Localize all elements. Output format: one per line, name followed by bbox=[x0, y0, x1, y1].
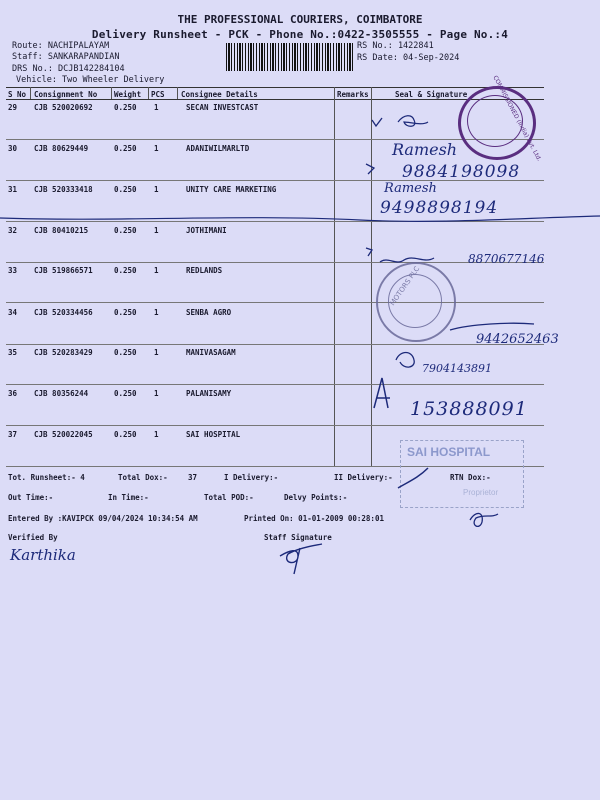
row37-tick bbox=[398, 468, 428, 488]
row-sno: 32 bbox=[8, 226, 18, 235]
row-consignee: JOTHIMANI bbox=[186, 226, 227, 235]
row-weight: 0.250 bbox=[114, 348, 137, 357]
total-dox-label: Total Dox:- bbox=[118, 473, 168, 482]
row31-name: Ramesh bbox=[384, 181, 437, 196]
row-weight: 0.250 bbox=[114, 389, 137, 398]
row-sno: 37 bbox=[8, 430, 18, 439]
i-delivery: I Delivery:- bbox=[224, 473, 279, 482]
verified-signature: Karthika bbox=[10, 546, 76, 564]
total-dox-value: 37 bbox=[188, 473, 198, 482]
row-sno: 33 bbox=[8, 266, 18, 275]
row-weight: 0.250 bbox=[114, 308, 137, 317]
rs-number: RS No.: 1422841 bbox=[357, 41, 434, 51]
printed-on: Printed On: 01-01-2009 00:28:01 bbox=[244, 514, 384, 523]
row35-phone: 7904143891 bbox=[422, 362, 492, 375]
row-consignment: CJB 80410215 bbox=[34, 226, 89, 235]
row-pcs: 1 bbox=[154, 308, 159, 317]
row-consignee: PALANISAMY bbox=[186, 389, 232, 398]
motors-seal-stamp: MOTORS PLC bbox=[376, 262, 456, 342]
row-sno: 34 bbox=[8, 308, 18, 317]
row-weight: 0.250 bbox=[114, 103, 137, 112]
verified-by: Verified By bbox=[8, 533, 58, 542]
delvy-points: Delvy Points:- bbox=[284, 493, 348, 502]
row35-signature bbox=[396, 353, 414, 368]
col-weight: Weight bbox=[114, 90, 142, 99]
company-name: THE PROFESSIONAL COURIERS, COIMBATORE bbox=[177, 13, 423, 26]
row-sno: 29 bbox=[8, 103, 18, 112]
drs-number: DRS No.: DCJB142284104 bbox=[12, 64, 125, 74]
row-consignment: CJB 520334456 bbox=[34, 308, 93, 317]
entered-by: Entered By :KAVIPCK 09/04/2024 10:34:54 AM bbox=[8, 514, 198, 523]
row-pcs: 1 bbox=[154, 226, 159, 235]
row-consignment: CJB 80356244 bbox=[34, 389, 89, 398]
col-pcs: PCS bbox=[151, 90, 165, 99]
row-consignment: CJB 520022045 bbox=[34, 430, 93, 439]
row-consignee: MANIVASAGAM bbox=[186, 348, 236, 357]
row-consignee: SAI HOSPITAL bbox=[186, 430, 241, 439]
strike-line bbox=[0, 216, 600, 221]
col-sno: S No bbox=[8, 90, 27, 99]
row33-phone: 8870677146 bbox=[468, 252, 545, 266]
col-remarks: Remarks bbox=[337, 90, 369, 99]
row31-phone: 9498898194 bbox=[380, 198, 499, 218]
col-consignee: Consignee Details bbox=[181, 90, 258, 99]
row-sno: 31 bbox=[8, 185, 18, 194]
ii-delivery: II Delivery:- bbox=[334, 473, 393, 482]
col-consignment: Consignment No bbox=[34, 90, 98, 99]
staff: Staff: SANKARAPANDIAN bbox=[12, 52, 120, 62]
row29-signature bbox=[398, 116, 428, 127]
rtn-dox: RTN Dox:- bbox=[450, 473, 491, 482]
row-pcs: 1 bbox=[154, 389, 159, 398]
route: Route: NACHIPALAYAM bbox=[12, 41, 110, 51]
row-pcs: 1 bbox=[154, 430, 159, 439]
row-consignment: CJB 520020692 bbox=[34, 103, 93, 112]
row-weight: 0.250 bbox=[114, 266, 137, 275]
sai-hospital-stamp: SAI HOSPITAL Proprietor bbox=[400, 440, 524, 508]
row-pcs: 1 bbox=[154, 348, 159, 357]
staff-signature: Staff Signature bbox=[264, 533, 332, 542]
row-consignment: CJB 80629449 bbox=[34, 144, 89, 153]
row-pcs: 1 bbox=[154, 103, 159, 112]
row-consignee: REDLANDS bbox=[186, 266, 223, 275]
row30-mark bbox=[366, 164, 374, 174]
row-pcs: 1 bbox=[154, 266, 159, 275]
row-consignee: SENBA AGRO bbox=[186, 308, 232, 317]
rs-date: RS Date: 04-Sep-2024 bbox=[357, 53, 460, 63]
company-seal-stamp: COMMISSIONED (India) Pvt. Ltd. bbox=[458, 86, 536, 160]
row-consignee: ADANIWILMARLTD bbox=[186, 144, 250, 153]
row34-phone: 9442652463 bbox=[476, 332, 559, 347]
out-time: Out Time:- bbox=[8, 493, 54, 502]
row-pcs: 1 bbox=[154, 185, 159, 194]
row33-signature bbox=[380, 258, 434, 262]
row-sno: 30 bbox=[8, 144, 18, 153]
tot-runsheet: Tot. Runsheet:- 4 bbox=[8, 473, 85, 482]
row-weight: 0.250 bbox=[114, 144, 137, 153]
runsheet-title: Delivery Runsheet - PCK - Phone No.:0422-3505555 - Page No.:4 bbox=[91, 28, 509, 41]
row30-phone: 9884198098 bbox=[402, 162, 521, 182]
row-sno: 36 bbox=[8, 389, 18, 398]
row36-signature bbox=[374, 378, 390, 408]
vehicle: Vehicle: Two Wheeler Delivery bbox=[16, 75, 165, 85]
row30-name: Ramesh bbox=[392, 140, 458, 159]
row-consignment: CJB 519866571 bbox=[34, 266, 93, 275]
row-sno: 35 bbox=[8, 348, 18, 357]
staff-signature-mark bbox=[280, 544, 322, 574]
row-consignee: UNITY CARE MARKETING bbox=[186, 185, 277, 194]
row-consignee: SECAN INVESTCAST bbox=[186, 103, 259, 112]
total-pod: Total POD:- bbox=[204, 493, 254, 502]
row29-tick bbox=[372, 118, 382, 126]
row-weight: 0.250 bbox=[114, 226, 137, 235]
row-weight: 0.250 bbox=[114, 430, 137, 439]
row-pcs: 1 bbox=[154, 144, 159, 153]
row36-phone: 153888091 bbox=[410, 398, 528, 420]
row-weight: 0.250 bbox=[114, 185, 137, 194]
in-time: In Time:- bbox=[108, 493, 149, 502]
rtn-signature bbox=[470, 513, 498, 526]
row-consignment: CJB 520333418 bbox=[34, 185, 93, 194]
col-seal-signature: Seal & Signature bbox=[395, 90, 468, 99]
row-consignment: CJB 520283429 bbox=[34, 348, 93, 357]
row34-signature bbox=[450, 323, 534, 330]
